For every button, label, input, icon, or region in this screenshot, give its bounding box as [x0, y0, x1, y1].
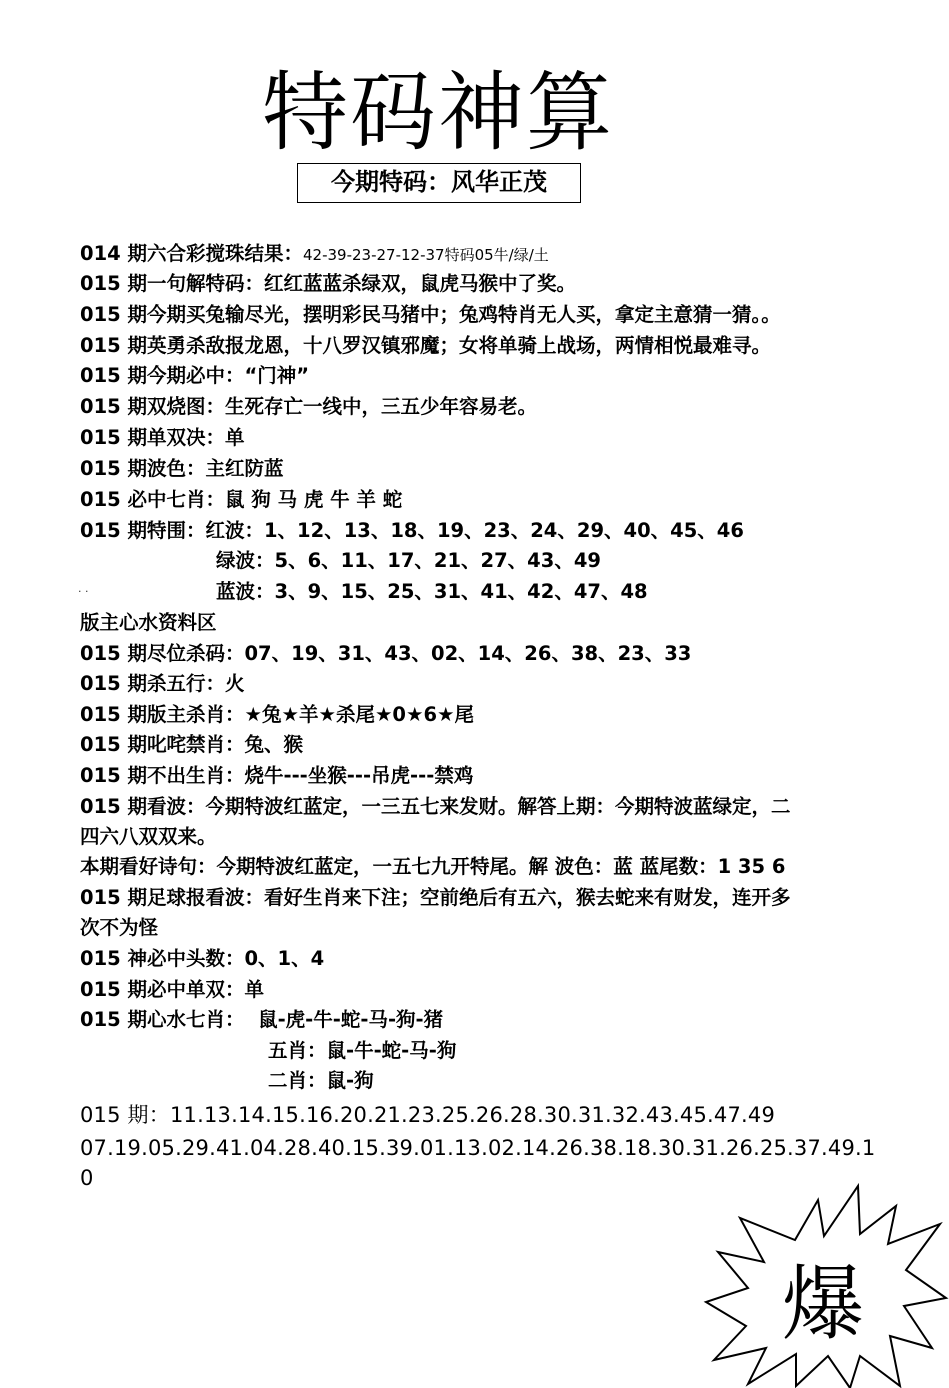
- stray-dots: · ·: [78, 585, 89, 598]
- text-line: 015 期双烧图：生死存亡一线中，三五少年容易老。: [80, 395, 537, 418]
- text-line: 绿波：5、6、11、17、21、27、43、49: [216, 549, 601, 572]
- text-line: 015 期必中单双：单: [80, 978, 264, 1001]
- text-line: 二肖：鼠-狗: [268, 1069, 374, 1092]
- text-line: 015 期版主杀肖：★兔★羊★杀尾★0★6★尾: [80, 703, 475, 726]
- text-line: 本期看好诗句：今期特波红蓝定，一五七九开特尾。解 波色：蓝 蓝尾数：1 35 6: [80, 855, 786, 878]
- text-line: 015 期英勇杀敌报龙恩，十八罗汉镇邪魔；女将单骑上战场，两情相悦最难寻。: [80, 334, 771, 357]
- burst-label: 爆: [781, 1257, 864, 1352]
- text-line: 015 期特围：红波：1、12、13、18、19、23、24、29、40、45、46: [80, 519, 744, 542]
- number-line: 07.19.05.29.41.04.28.40.15.39.01.13.02.14.26.38.18.30.31.26.25.37.49.1: [80, 1136, 876, 1160]
- featured-code-box: 今期特码：风华正茂: [297, 163, 581, 203]
- text-line: 015 期今期必中：“门神”: [80, 364, 310, 387]
- text-line: 五肖：鼠-牛-蛇-马-狗: [268, 1039, 457, 1062]
- text-line: 015 期今期买兔输尽光，摆明彩民马猪中；兔鸡特肖无人买，拿定主意猜一猜。。: [80, 303, 781, 326]
- text-line: 次不为怪: [80, 916, 159, 939]
- text-line: 015 期尽位杀码：07、19、31、43、02、14、26、38、23、33: [80, 642, 692, 665]
- text-line: 015 期一句解特码：红红蓝蓝杀绿双，鼠虎马猴中了奖。: [80, 272, 576, 295]
- text-line: 蓝波：3、9、15、25、31、41、42、47、48: [216, 580, 648, 603]
- text-line: 015 期心水七肖： 鼠-虎-牛-蛇-马-狗-猪: [80, 1008, 444, 1031]
- page-title: 特码神算: [262, 63, 614, 163]
- text-line: 015 期杀五行：火: [80, 672, 245, 695]
- text-line: 015 期看波：今期特波红蓝定，一三五七来发财。解答上期：今期特波蓝绿定，二: [80, 795, 791, 818]
- text-line: 015 期足球报看波：看好生肖来下注；空前绝后有五六，猴去蛇来有财发，连开多: [80, 886, 791, 909]
- text-line: 015 期单双决：单: [80, 426, 245, 449]
- text-line: 四六八双双来。: [80, 825, 217, 848]
- draw-result-line: 014 期六合彩搅珠结果：42-39-23-27-12-37特码05牛/绿/土: [80, 242, 549, 265]
- text-line: 015 神必中头数：0、1、4: [80, 947, 325, 970]
- text-line: 015 必中七肖：鼠 狗 马 虎 牛 羊 蛇: [80, 488, 403, 511]
- text-line: 015 期不出生肖：烧牛---坐猴---吊虎---禁鸡: [80, 764, 474, 787]
- text-line: 015 期波色：主红防蓝: [80, 457, 284, 480]
- section-heading: 版主心水资料区: [80, 611, 217, 634]
- number-line: 015 期：11.13.14.15.16.20.21.23.25.26.28.30.31.32.43.45.47.49: [80, 1103, 776, 1127]
- number-line: 0: [80, 1166, 94, 1190]
- text-line: 015 期叱咤禁肖：兔、猴: [80, 733, 303, 756]
